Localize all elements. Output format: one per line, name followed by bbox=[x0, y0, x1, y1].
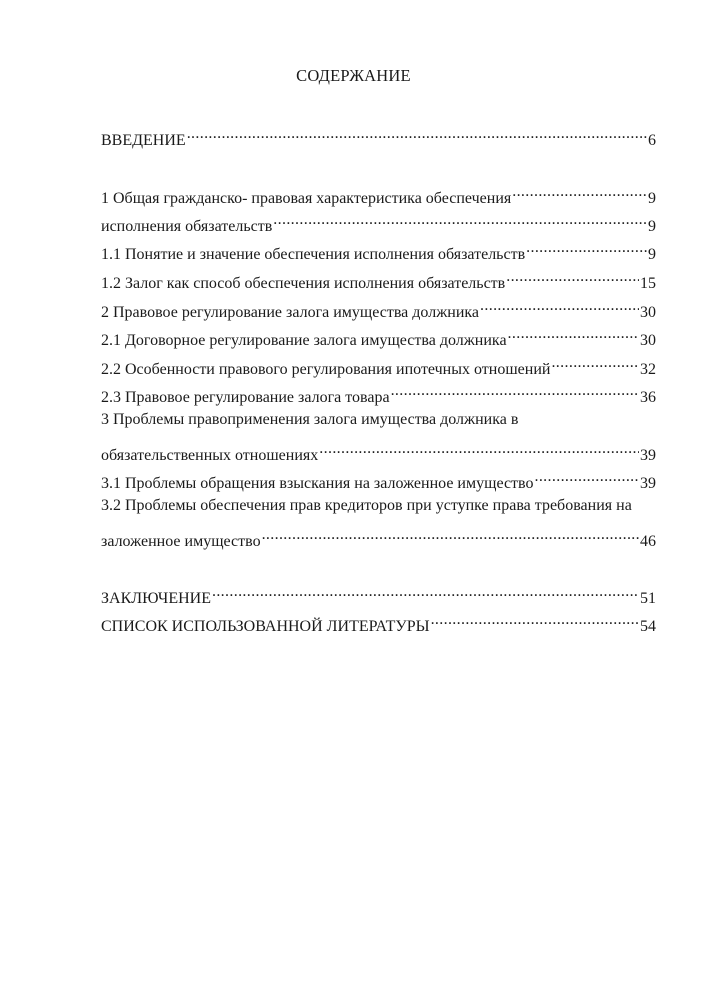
toc-entry-label: ВВЕДЕНИЕ bbox=[101, 132, 186, 149]
dot-leader bbox=[262, 524, 639, 546]
dot-leader bbox=[319, 438, 639, 460]
toc-entry-page: 30 bbox=[640, 304, 656, 321]
dot-leader bbox=[212, 581, 639, 603]
toc-entry-label: 1 Общая гражданско- правовая характеристика обеспечения bbox=[101, 190, 512, 207]
toc-entry-chapter-1-cont[interactable] bbox=[101, 209, 656, 235]
toc-entry-page: 51 bbox=[640, 590, 656, 607]
toc-entry-page: 36 bbox=[640, 389, 656, 406]
toc-entry-label: СПИСОК ИСПОЛЬЗОВАННОЙ ЛИТЕРАТУРЫ bbox=[101, 618, 430, 635]
toc-entry-page: 9 bbox=[648, 218, 656, 235]
toc-entry-label: 1.1 Понятие и значение обеспечения исполнения обязательств bbox=[101, 246, 526, 263]
dot-leader bbox=[187, 123, 647, 145]
toc-entry-label: 2.1 Договорное регулирование залога имущества должника bbox=[101, 332, 507, 349]
toc-entry-chapter-1[interactable] bbox=[101, 181, 656, 207]
toc-entry-page: 6 bbox=[648, 132, 656, 149]
toc-entry-label: 3.2 Проблемы обеспечения прав кредиторов при уступке права требования на bbox=[101, 497, 632, 514]
dot-leader bbox=[480, 295, 639, 317]
toc-entry-section-3-1[interactable] bbox=[101, 466, 656, 492]
toc-entry-page: 46 bbox=[640, 533, 656, 550]
toc-entry-label: 2.3 Правовое регулирование залога товара bbox=[101, 389, 390, 406]
toc-entry-chapter-2[interactable] bbox=[101, 295, 656, 321]
toc-entry-page: 54 bbox=[640, 618, 656, 635]
toc-entry-label: 1.2 Залог как способ обеспечения исполнения обязательств bbox=[101, 275, 506, 292]
toc-entry-page: 15 bbox=[640, 275, 656, 292]
dot-leader bbox=[526, 237, 647, 259]
dot-leader bbox=[506, 266, 639, 288]
dot-leader bbox=[551, 352, 639, 374]
dot-leader bbox=[534, 466, 639, 488]
toc-entry-page: 30 bbox=[640, 332, 656, 349]
toc-entry-conclusion[interactable] bbox=[101, 581, 656, 607]
toc-entry-label: заложенное имущество bbox=[101, 533, 261, 550]
page-title: СОДЕРЖАНИЕ bbox=[296, 66, 411, 85]
toc-entry-bibliography[interactable] bbox=[101, 609, 656, 635]
toc-entry-chapter-3-cont[interactable] bbox=[101, 438, 656, 464]
dot-leader bbox=[273, 209, 647, 231]
toc-entry-section-2-3[interactable] bbox=[101, 380, 656, 406]
toc-entry-label: 2 Правовое регулирование залога имущества должника bbox=[101, 304, 480, 321]
toc-entry-section-2-1[interactable] bbox=[101, 323, 656, 349]
toc-entry-page: 39 bbox=[640, 447, 656, 464]
dot-leader bbox=[512, 181, 647, 203]
toc-entry-chapter-3[interactable] bbox=[101, 409, 656, 431]
toc-entry-section-2-2[interactable] bbox=[101, 352, 656, 378]
toc-entry-label: обязательственных отношениях bbox=[101, 447, 319, 464]
toc-entry-label: 3.1 Проблемы обращения взыскания на заложенное имущество bbox=[101, 475, 534, 492]
toc-entry-section-3-2[interactable] bbox=[101, 495, 656, 517]
toc-entry-label: 3 Проблемы правоприменения залога имущества должника в bbox=[101, 411, 519, 428]
toc-entry-section-3-2-cont[interactable] bbox=[101, 524, 656, 550]
toc-entry-label: ЗАКЛЮЧЕНИЕ bbox=[101, 590, 211, 607]
dot-leader bbox=[431, 609, 639, 631]
toc-entry-page: 9 bbox=[648, 246, 656, 263]
toc-entry-section-1-2[interactable] bbox=[101, 266, 656, 292]
toc-entry-label: 2.2 Особенности правового регулирования ипотечных отношений bbox=[101, 361, 551, 378]
toc-entry-page: 9 bbox=[648, 190, 656, 207]
dot-leader bbox=[391, 380, 639, 402]
toc-entry-section-1-1[interactable] bbox=[101, 237, 656, 263]
toc-entry-page: 39 bbox=[640, 475, 656, 492]
toc-entry-page: 32 bbox=[640, 361, 656, 378]
toc-entry-label: исполнения обязательств bbox=[101, 218, 273, 235]
dot-leader bbox=[508, 323, 639, 345]
toc-entry-introduction[interactable] bbox=[101, 123, 656, 149]
